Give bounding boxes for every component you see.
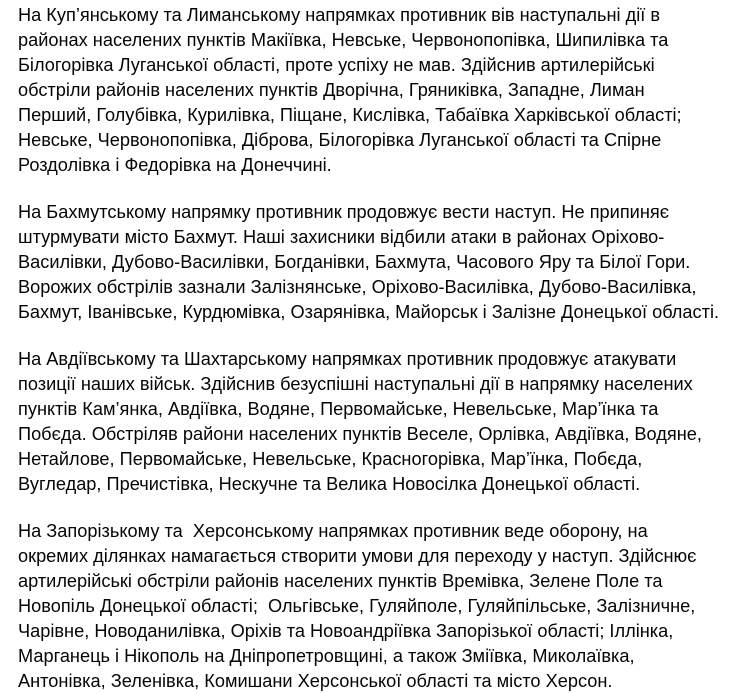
paragraph-zaporizhzhia-kherson: На Запорізькому та Херсонському напрямках противник веде оборону, на окремих ділянках намагається створити умови для переходу у наступ. Здійснює артилерійські обстріли районів населених пунктів Времівка, Зелене Поле та Новопіль Донецької області; Ольгівське, Гуляйполе, Гуляйпільське, Залізничне, Чарівне, Новоданилівка, Оріхів та Новоандріївка Запорізької області; Іллінка, Марганець і Нікополь на Дніпропетровщині, а також Зміївка, Миколаївка, Антонівка, Зеленівка, Комишани Херсонської області та місто Херсон. [18,521,702,691]
paragraph-bakhmut: На Бахмутському напрямку противник продовжує вести наступ. Не припиняє штурмувати місто Бахмут. Наші захисники відбили атаки в районах Оріхово-Василівки, Дубово-Василівки, Богданівки, Бахмута, Часового Яру та Білої Гори. Ворожих обстрілів зазнали Залізнянське, Оріхово-Василівка, Дубово-Василівка, Бахмут, Іванівське, Курдюмівка, Озарянівка, Майорськ і Залізне Донецької області. [18,202,720,322]
paragraph-avdiivka-shakhtarsk: На Авдіївському та Шахтарському напрямках противник продовжує атакувати позиції наших військ. Здійснив безуспішні наступальні дії в напрямку населених пунктів Кам’янка, Авдіївка, Водяне, Первомайське, Невельське, Мар’їнка та Побєда. Обстріляв райони населених пунктів Веселе, Орлівка, Авдіївка, Водяне, Нетайлове, Первомайське, Невельське, Красногорівка, Мар’їнка, Побєда, Вугледар, Пречистівка, Нескучне та Велика Новосілка Донецької області. [18,349,708,494]
paragraph-kupiansk-lyman: На Куп’янському та Лиманському напрямках противник вів наступальні дії в районах населених пунктів Макіївка, Невське, Червонопопівка, Шипилівка та Білогорівка Луганської області, проте успіху не мав. Здійснив артилерійські обстріли районів населених пунктів Дворічна, Гряниківка, Западне, Лиман Перший, Голубівка, Курилівка, Піщане, Кислівка, Табаївка Харківської області; Невське, Червонопопівка, Діброва, Білогорівка Луганської області та Спірне Роздолівка і Федорівка на Донеччині. [18,5,687,175]
